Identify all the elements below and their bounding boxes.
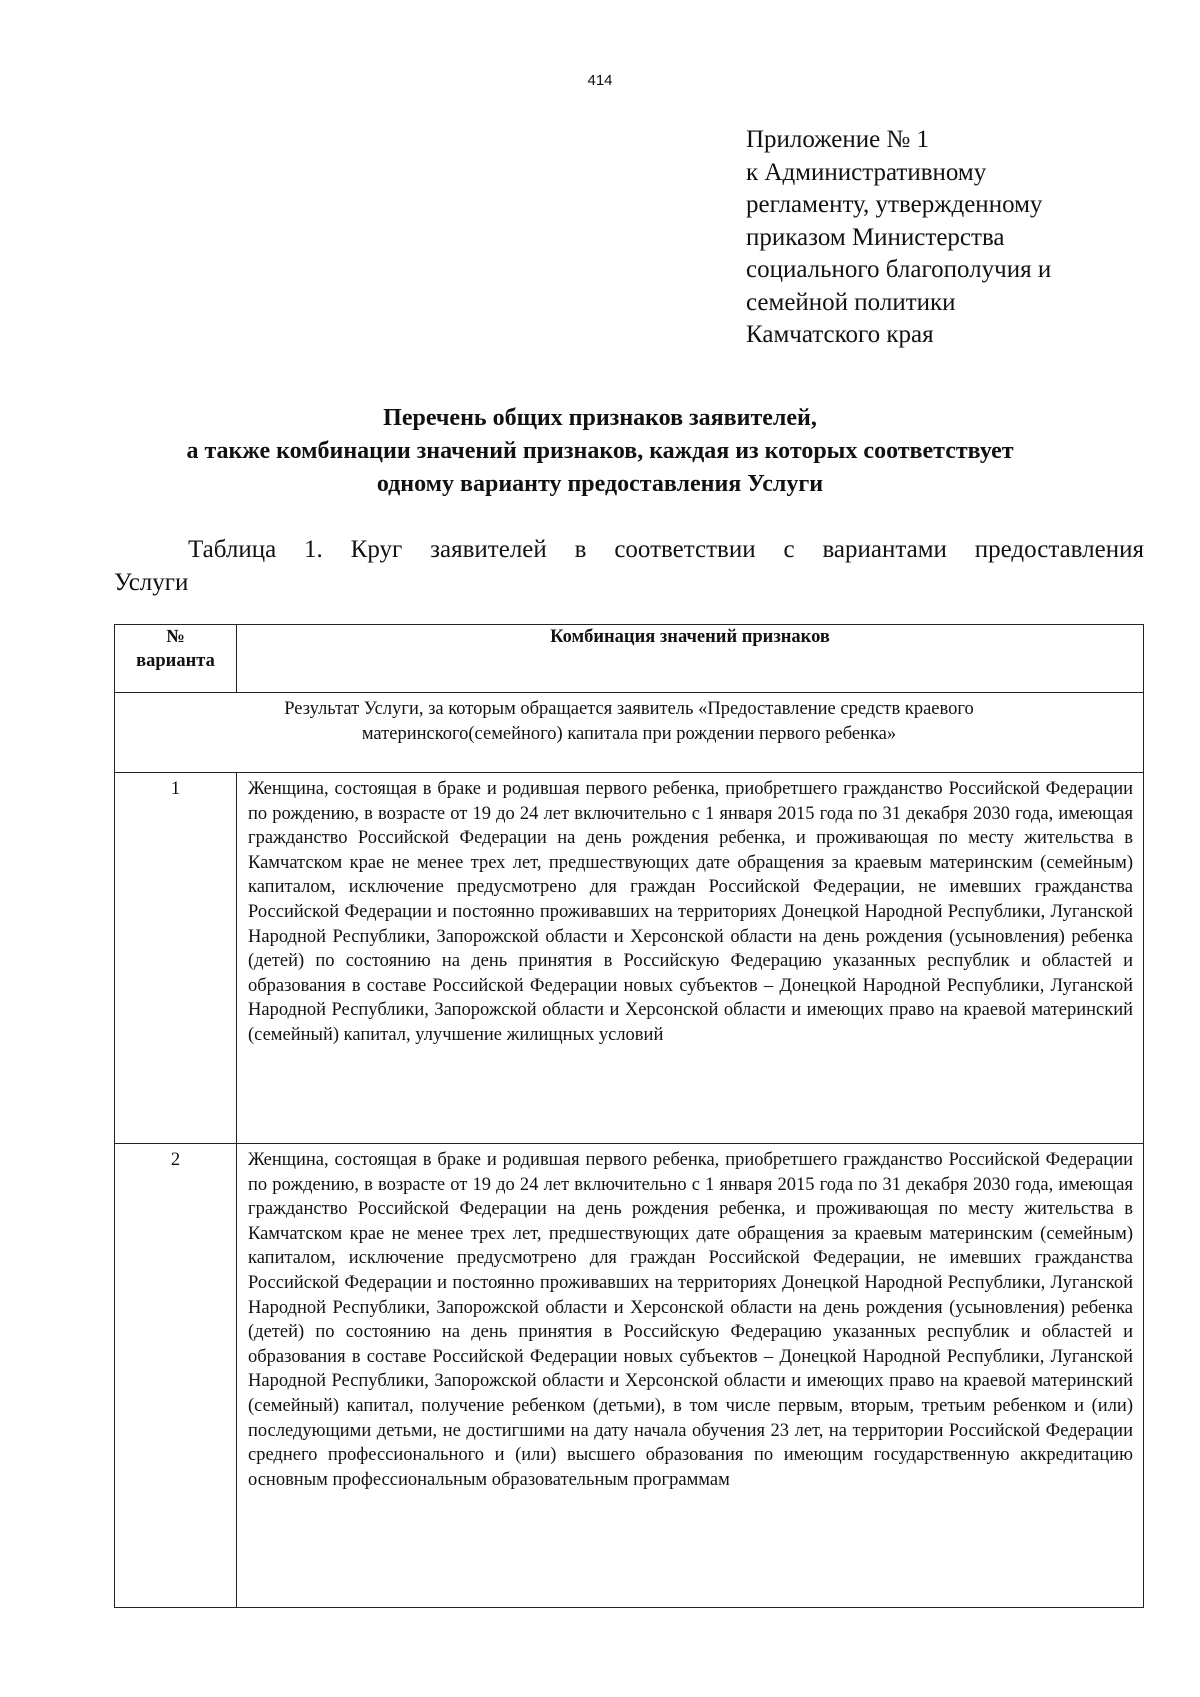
document-heading [0,402,1200,501]
table-caption-line: Таблица 1. Круг заявителей в соответствии с вариантами предоставления [188,536,1144,563]
variant-description: Женщина, состоящая в браке и родившая первого ребенка, приобретшего гражданство Российской Федерации по рождению, в возрасте от 19 до 24 лет включительно с 1 января 2015 года по 31 декабря 2030 года, имеющая гражданство Российской Федерации на день рождения ребенка, и проживающая по месту жительства в Камчатском крае не менее трех лет, предшествующих дате обращения за краевым материнским (семейным) капиталом, исключение предусмотрено для граждан Российской Федерации, не имевших гражданства Российской Федерации и постоянно проживавших на территориях Донецкой Народной Республики, Луганской Народной Республики, Запорожской области и Херсонской области на день рождения (усыновления) ребенка (детей) по состоянию на день принятия в Российскую Федерацию указанных республик и областей и образования в составе Российской Федерации новых субъектов – Донецкой Народной Республики, Луганской Народной Республики, Запорожской области и Херсонской области и имеющих право на краевой материнский (семейный) капитал, улучшение жилищных условий [237,773,1144,1144]
variant-description: Женщина, состоящая в браке и родившая первого ребенка, приобретшего гражданство Российской Федерации по рождению, в возрасте от 19 до 24 лет включительно с 1 января 2015 года по 31 декабря 2030 года, имеющая гражданство Российской Федерации на день рождения ребенка, и проживающая по месту жительства в Камчатском крае не менее трех лет, предшествующих дате обращения за краевым материнским (семейным) капиталом, исключение предусмотрено для граждан Российской Федерации, не имевших гражданства Российской Федерации и постоянно проживавших на территориях Донецкой Народной Республики, Луганской Народной Республики, Запорожской области и Херсонской области на день рождения (усыновления) ребенка (детей) по состоянию на день принятия в Российскую Федерацию указанных республик и областей и образования в составе Российской Федерации новых субъектов – Донецкой Народной Республики, Луганской Народной Республики, Запорожской области и Херсонской области и имеющих право на краевой материнский (семейный) капитал, получение ребенком (детьми), в том числе первым, вторым, третьим ребенком и (или) последующими детьми, не достигшими на дату начала обучения 23 лет, на территории Российской Федерации среднего профессионального и (или) высшего образования по имеющим государственную аккредитацию основным профессиональным образовательным программам [237,1144,1144,1608]
page-number: 414 [587,72,613,89]
appendix-line: социального благополучия и [746,256,1052,283]
appendix-line: приказом Министерства [746,223,1005,251]
table-header-row [115,625,1144,693]
appendix-line: регламенту, утвержденному [746,191,1043,218]
heading-line: а также комбинации значений признаков, каждая из которых соответствует [186,438,1014,464]
heading-line: Перечень общих признаков заявителей, [383,405,817,431]
header-variant-number [115,625,237,693]
appendix-line: семейной политики [746,288,956,316]
appendix-line: Камчатского края [746,321,934,348]
heading-line: одному варианту предоставления Услуги [376,471,824,497]
variant-number: 2 [115,1144,237,1608]
table-caption-line: Услуги [114,569,189,596]
header-num-symbol: № [166,627,185,647]
section-line: Результат Услуги, за которым обращается заявитель «Предоставление средств краевого [284,699,974,719]
header-num-label: варианта [136,651,215,671]
table-caption [114,533,1144,599]
section-row [115,693,1144,773]
table-row [115,773,1144,1144]
variants-table [114,624,1144,1608]
table-row [115,1144,1144,1608]
appendix-line: к Административному [746,158,987,186]
variant-number: 1 [115,773,237,1144]
appendix-block [746,124,1166,352]
section-line: материнского(семейного) капитала при рождении первого ребенка» [361,723,897,744]
section-cell [115,693,1144,773]
appendix-line: Приложение № 1 [746,126,930,153]
header-combination: Комбинация значений признаков [237,625,1144,693]
